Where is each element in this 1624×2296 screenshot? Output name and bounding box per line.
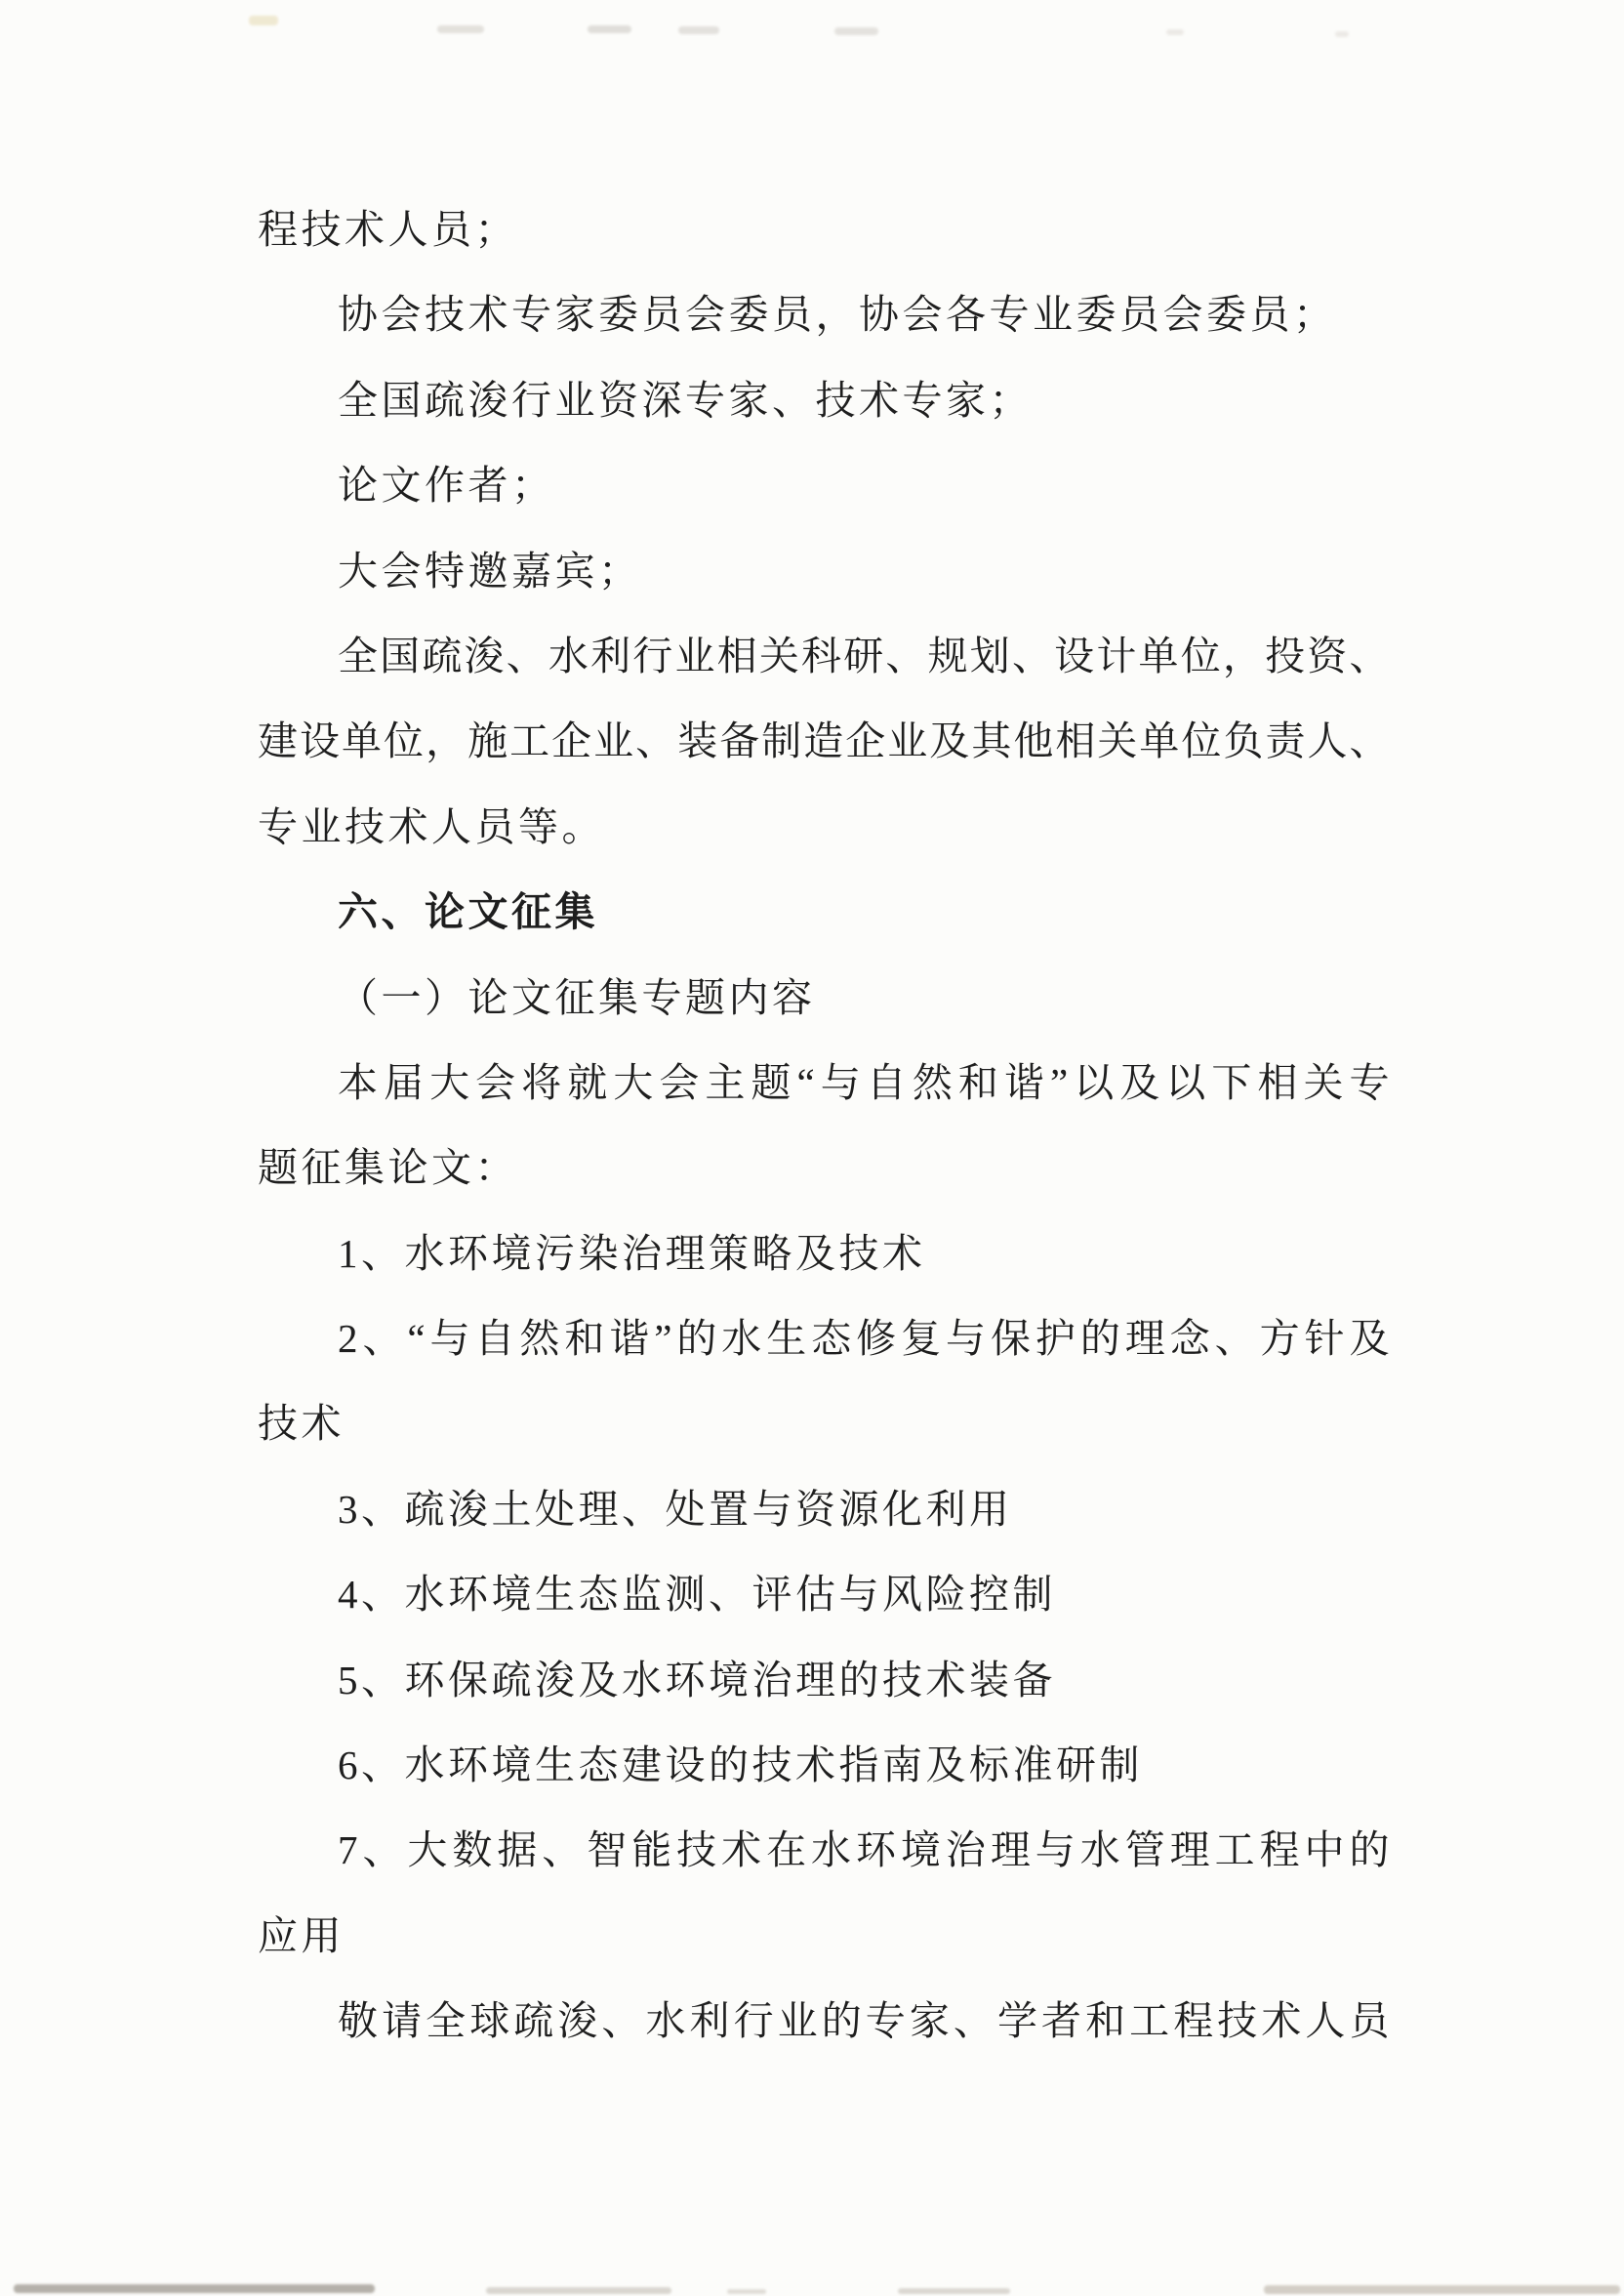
document-line: 4、水环境生态监测、评估与风险控制: [338, 1572, 1056, 1618]
document-line: 6、水环境生态建设的技术指南及标准研制: [338, 1742, 1143, 1788]
document-line: 应用: [258, 1912, 345, 1958]
scan-artifact: [898, 2288, 1010, 2294]
scan-artifact: [14, 2284, 375, 2293]
document-line: 程技术人员；: [258, 207, 518, 252]
scan-artifact: [486, 2287, 671, 2294]
document-line: 技术: [258, 1401, 345, 1447]
document-line: 专业技术人员等。: [258, 803, 605, 849]
document-line: （一）论文征集专题内容: [338, 974, 816, 1020]
scan-artifact: [834, 27, 878, 35]
scan-artifact: [1335, 31, 1349, 37]
document-line: 7、大数据、智能技术在水环境治理与水管理工程中的: [338, 1827, 1390, 1873]
document-line: 全国疏浚、水利行业相关科研、规划、设计单位，投资、: [338, 633, 1390, 678]
scan-artifact: [249, 16, 278, 25]
document-line: 论文作者；: [338, 463, 555, 509]
scan-artifact: [1264, 2285, 1620, 2294]
document-line: 全国疏浚行业资深专家、技术专家；: [338, 377, 1033, 423]
document-line: 1、水环境污染治理策略及技术: [338, 1230, 926, 1276]
scan-artifact: [437, 25, 484, 33]
scan-artifact: [678, 26, 719, 34]
document-line: 建设单位，施工企业、装备制造企业及其他相关单位负责人、: [258, 718, 1390, 764]
document-body: [258, 187, 1390, 2065]
document-line: 大会特邀嘉宾；: [338, 548, 642, 594]
scan-artifact: [588, 25, 631, 33]
scan-artifact: [727, 2289, 766, 2294]
document-line: 协会技术专家委员会委员，协会各专业委员会委员；: [338, 292, 1337, 338]
document-line: 5、环保疏浚及水环境治理的技术装备: [338, 1657, 1056, 1702]
document-line: 题征集论文：: [258, 1145, 518, 1191]
document-line: 2、“与自然和谐”的水生态修复与保护的理念、方针及: [338, 1316, 1390, 1362]
document-line: 本届大会将就大会主题“与自然和谐”以及以下相关专: [338, 1059, 1390, 1105]
document-line: 3、疏浚土处理、处置与资源化利用: [338, 1486, 1013, 1532]
scan-artifact: [1166, 29, 1184, 35]
section-heading: 六、论文征集: [338, 889, 598, 935]
document-line: 敬请全球疏浚、水利行业的专家、学者和工程技术人员: [338, 1998, 1390, 2044]
